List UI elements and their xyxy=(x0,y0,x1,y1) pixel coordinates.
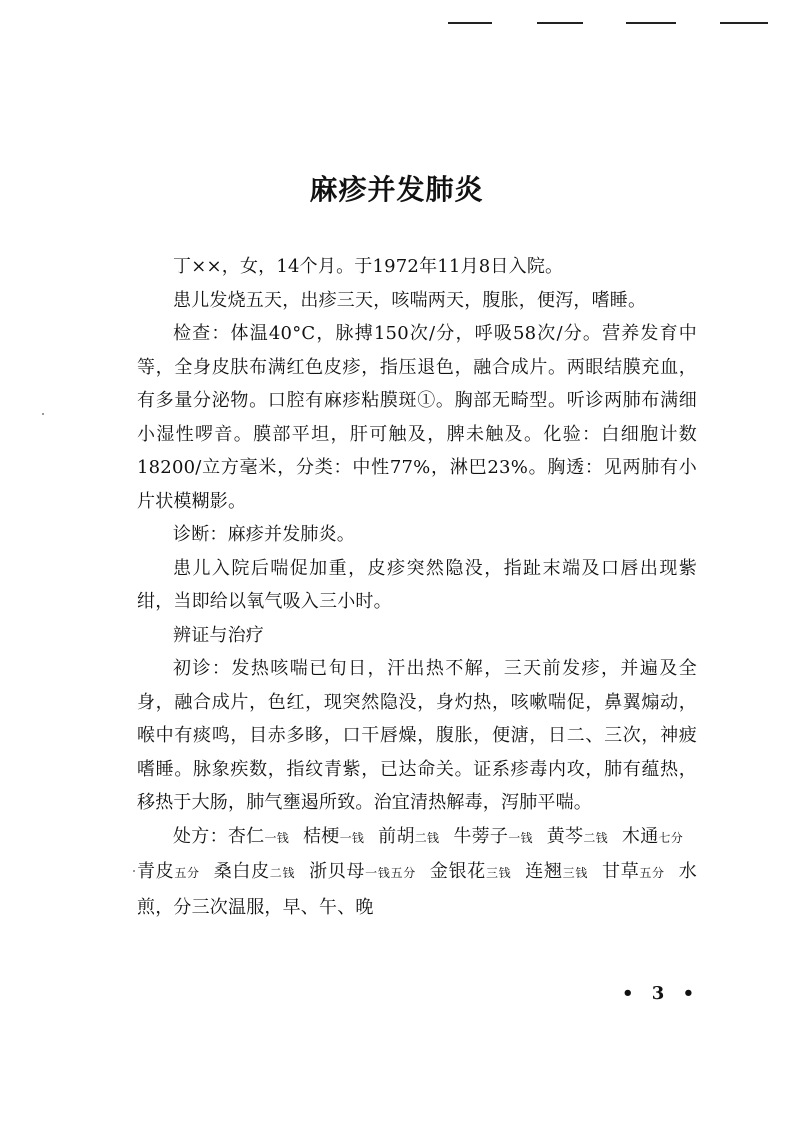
body-text xyxy=(137,250,697,924)
prescription-dose: 七分 xyxy=(658,830,683,845)
header-rules xyxy=(0,22,793,26)
prescription xyxy=(137,820,697,925)
prescription-herb: 杏仁 xyxy=(227,825,265,847)
prescription-herb: 金银花 xyxy=(429,861,486,882)
prescription-herb: 黄芩 xyxy=(546,825,584,847)
prescription-herb: 浙贝母 xyxy=(309,861,366,882)
scan-speck xyxy=(42,413,44,415)
prescription-dose: 一钱 xyxy=(339,830,365,845)
paragraph-first-visit: 初诊：发热咳喘已旬日，汗出热不解，三天前发疹，并遍及全身，融合成片，色红，现突然隐没，身灼热，咳嗽喘促，鼻翼煽动，喉中有痰鸣，目赤多眵，口干唇燥，腹胀，便溏，日二、三次，神疲嗜睡。脉象疾数，指纹青紫，已达命关。证系疹毒内攻，肺有蕴热，移热于大肠，肺气壅遏所致。治宜清热解毒，泻肺平喘。 xyxy=(137,658,697,813)
prescription-dose: 二钱 xyxy=(269,866,296,880)
paragraph-history: 患儿发烧五天，出疹三天，咳喘两天，腹胀，便泻，嗜睡。 xyxy=(173,289,647,311)
prescription-dose: 三钱 xyxy=(485,866,512,880)
scan-speck xyxy=(133,870,135,872)
prescription-dose: 二钱 xyxy=(583,830,608,845)
prescription-dose: 一钱 xyxy=(264,830,290,845)
paragraph-course: 患儿入院后喘促加重，皮疹突然隐没，指趾末端及口唇出现紫绀，当即给以氧气吸入三小时。 xyxy=(137,557,697,612)
prescription-herb: 牛蒡子 xyxy=(453,825,509,847)
prescription-herb: 甘草 xyxy=(602,861,640,882)
prescription-dose: 五分 xyxy=(174,866,200,880)
paragraph-examination: 检查：体温40°C，脉搏150次/分，呼吸58次/分。营养发育中等，全身皮肤布满红色皮疹，指压退色，融合成片。两眼结膜充血，有多量分泌物。口腔有麻疹粘膜斑①。胸部无畸型。听诊两肺布满细小湿性啰音。膜部平坦，肝可触及，脾未触及。化验：白细胞计数18200/立方毫米，分类：中性77%，淋巴23%。胸透：见两肺有小片状模糊影。 xyxy=(137,323,697,512)
prescription-herb: 青皮 xyxy=(137,861,175,882)
prescription-herb: 木通 xyxy=(621,825,659,847)
prescription-dose: 一钱五分 xyxy=(365,866,416,880)
page-number: • 3 • xyxy=(622,983,701,1004)
prescription-label: 处方： xyxy=(173,825,228,847)
prescription-dose: 三钱 xyxy=(562,866,589,880)
page-title: 麻疹并发肺炎 xyxy=(309,173,484,206)
prescription-herb: 连翘 xyxy=(525,861,563,882)
prescription-dose: 二钱 xyxy=(414,830,440,845)
prescription-herb: 桔梗 xyxy=(303,825,340,847)
prescription-herb: 前胡 xyxy=(378,825,415,847)
prescription-dose: 一钱 xyxy=(508,830,533,845)
prescription-dose: 五分 xyxy=(639,866,665,880)
paragraph-diagnosis: 诊断：麻疹并发肺炎。 xyxy=(173,524,355,545)
prescription-instructions: 水煎，分三次温服，早、午、晚 xyxy=(137,861,697,918)
paragraph-patient-info: 丁××，女，14个月。于1972年11月8日入院。 xyxy=(173,256,564,277)
prescription-herb: 桑白皮 xyxy=(213,861,270,882)
section-heading-treatment: 辨证与治疗 xyxy=(173,624,264,646)
